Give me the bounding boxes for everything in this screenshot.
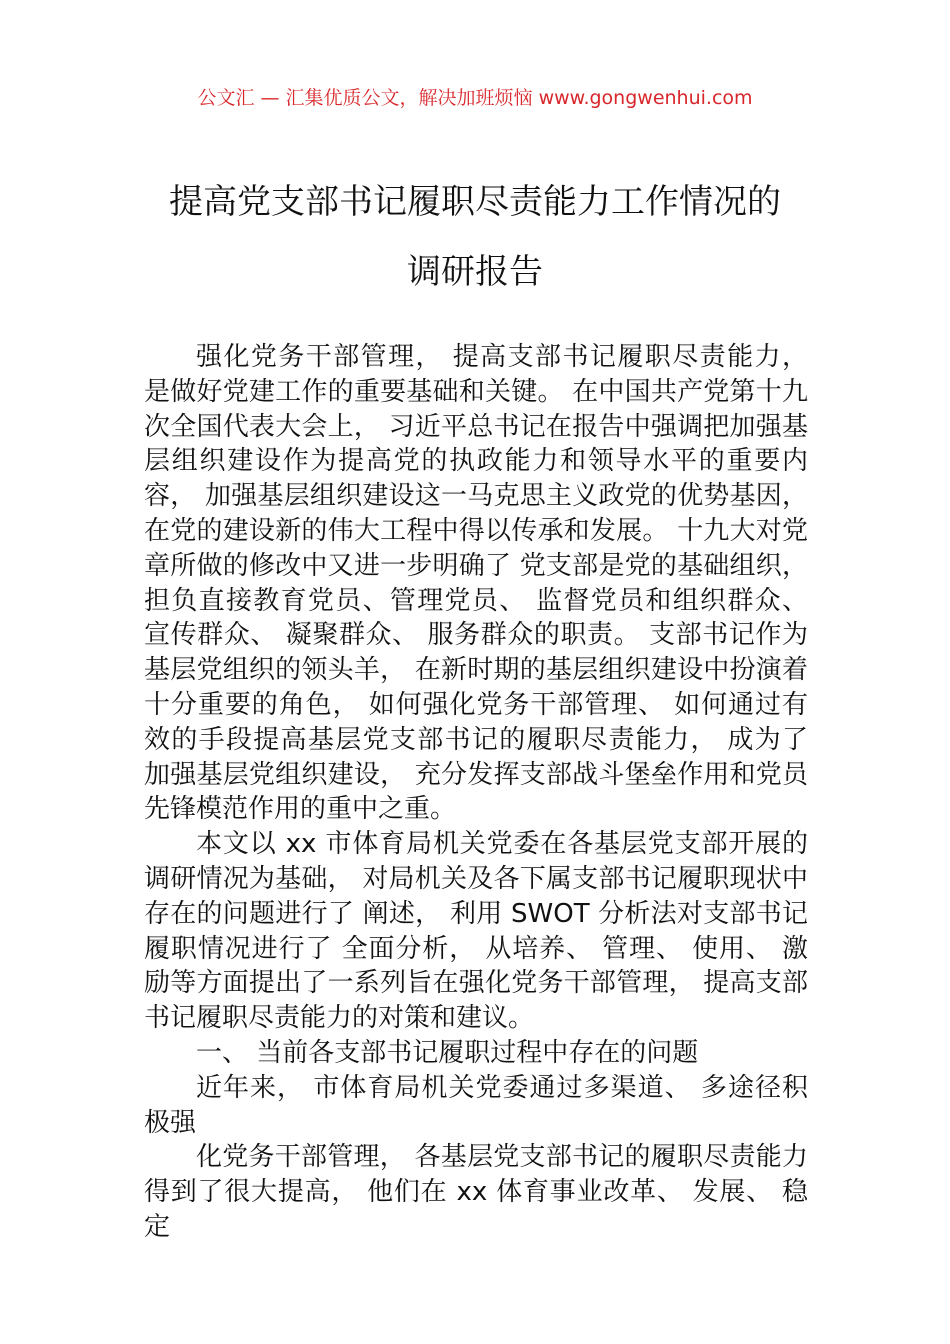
document-title-line-2: 调研报告	[407, 252, 543, 292]
watermark-header: 公文汇 — 汇集优质公文，解决加班烦恼 www.gongwenhui.com	[197, 87, 753, 109]
document-title-line-1: 提高党支部书记履职尽责能力工作情况的	[169, 182, 781, 222]
paragraph-section-1-a: 近年来， 市体育局机关党委通过多渠道、 多途径积极强	[144, 1072, 808, 1138]
paragraph-intro: 强化党务干部管理， 提高支部书记履职尽责能力， 是做好党建工作的重要基础和关键。 在中国共产党第十九次全国代表大会上， 习近平总书记在报告中强调把加强基层组织建设作为提高党的执政能力和领导水平的重要内容， 加强基层组织建设这一马克思主义政党的优势基因， 在党的建设新的伟大工程中得以传承和发展。 十九大对党章所做的修改中又进一步明确了 党支部是党的基础组织， 担负直接教育党员、管理党员、 监督党员和组织群众、 宣传群众、 凝聚群众、 服务群众的职责。 支部书记作为基层党组织的领头羊， 在新时期的基层组织建设中扮演着十分重要的角色， 如何强化党务干部管理、 如何通过有效的手段提高基层党支部书记的履职尽责能力， 成为了 加强基层党组织建设， 充分发挥支部战斗堡垒作用和党员先锋模范作用的重中之重。	[144, 342, 808, 825]
paragraph-scope: 本文以 xx 市体育局机关党委在各基层党支部开展的调研情况为基础， 对局机关及各下属支部书记履职现状中存在的问题进行了 阐述， 利用 SWOT 分析法对支部书记履职情况进行了 全面分析， 从培养、 管理、 使用、 激励等方面提出了一系列旨在强化党务干部管理， 提高支部书记履职尽责能力的对策和建议。	[144, 829, 808, 1034]
document-body	[144, 340, 808, 1245]
section-heading-1: 一、 当前各支部书记履职过程中存在的问题	[196, 1037, 699, 1068]
paragraph-section-1-b: 化党务干部管理， 各基层党支部书记的履职尽责能力得到了很大提高， 他们在 xx 体育事业改革、 发展、 稳定	[144, 1142, 808, 1242]
